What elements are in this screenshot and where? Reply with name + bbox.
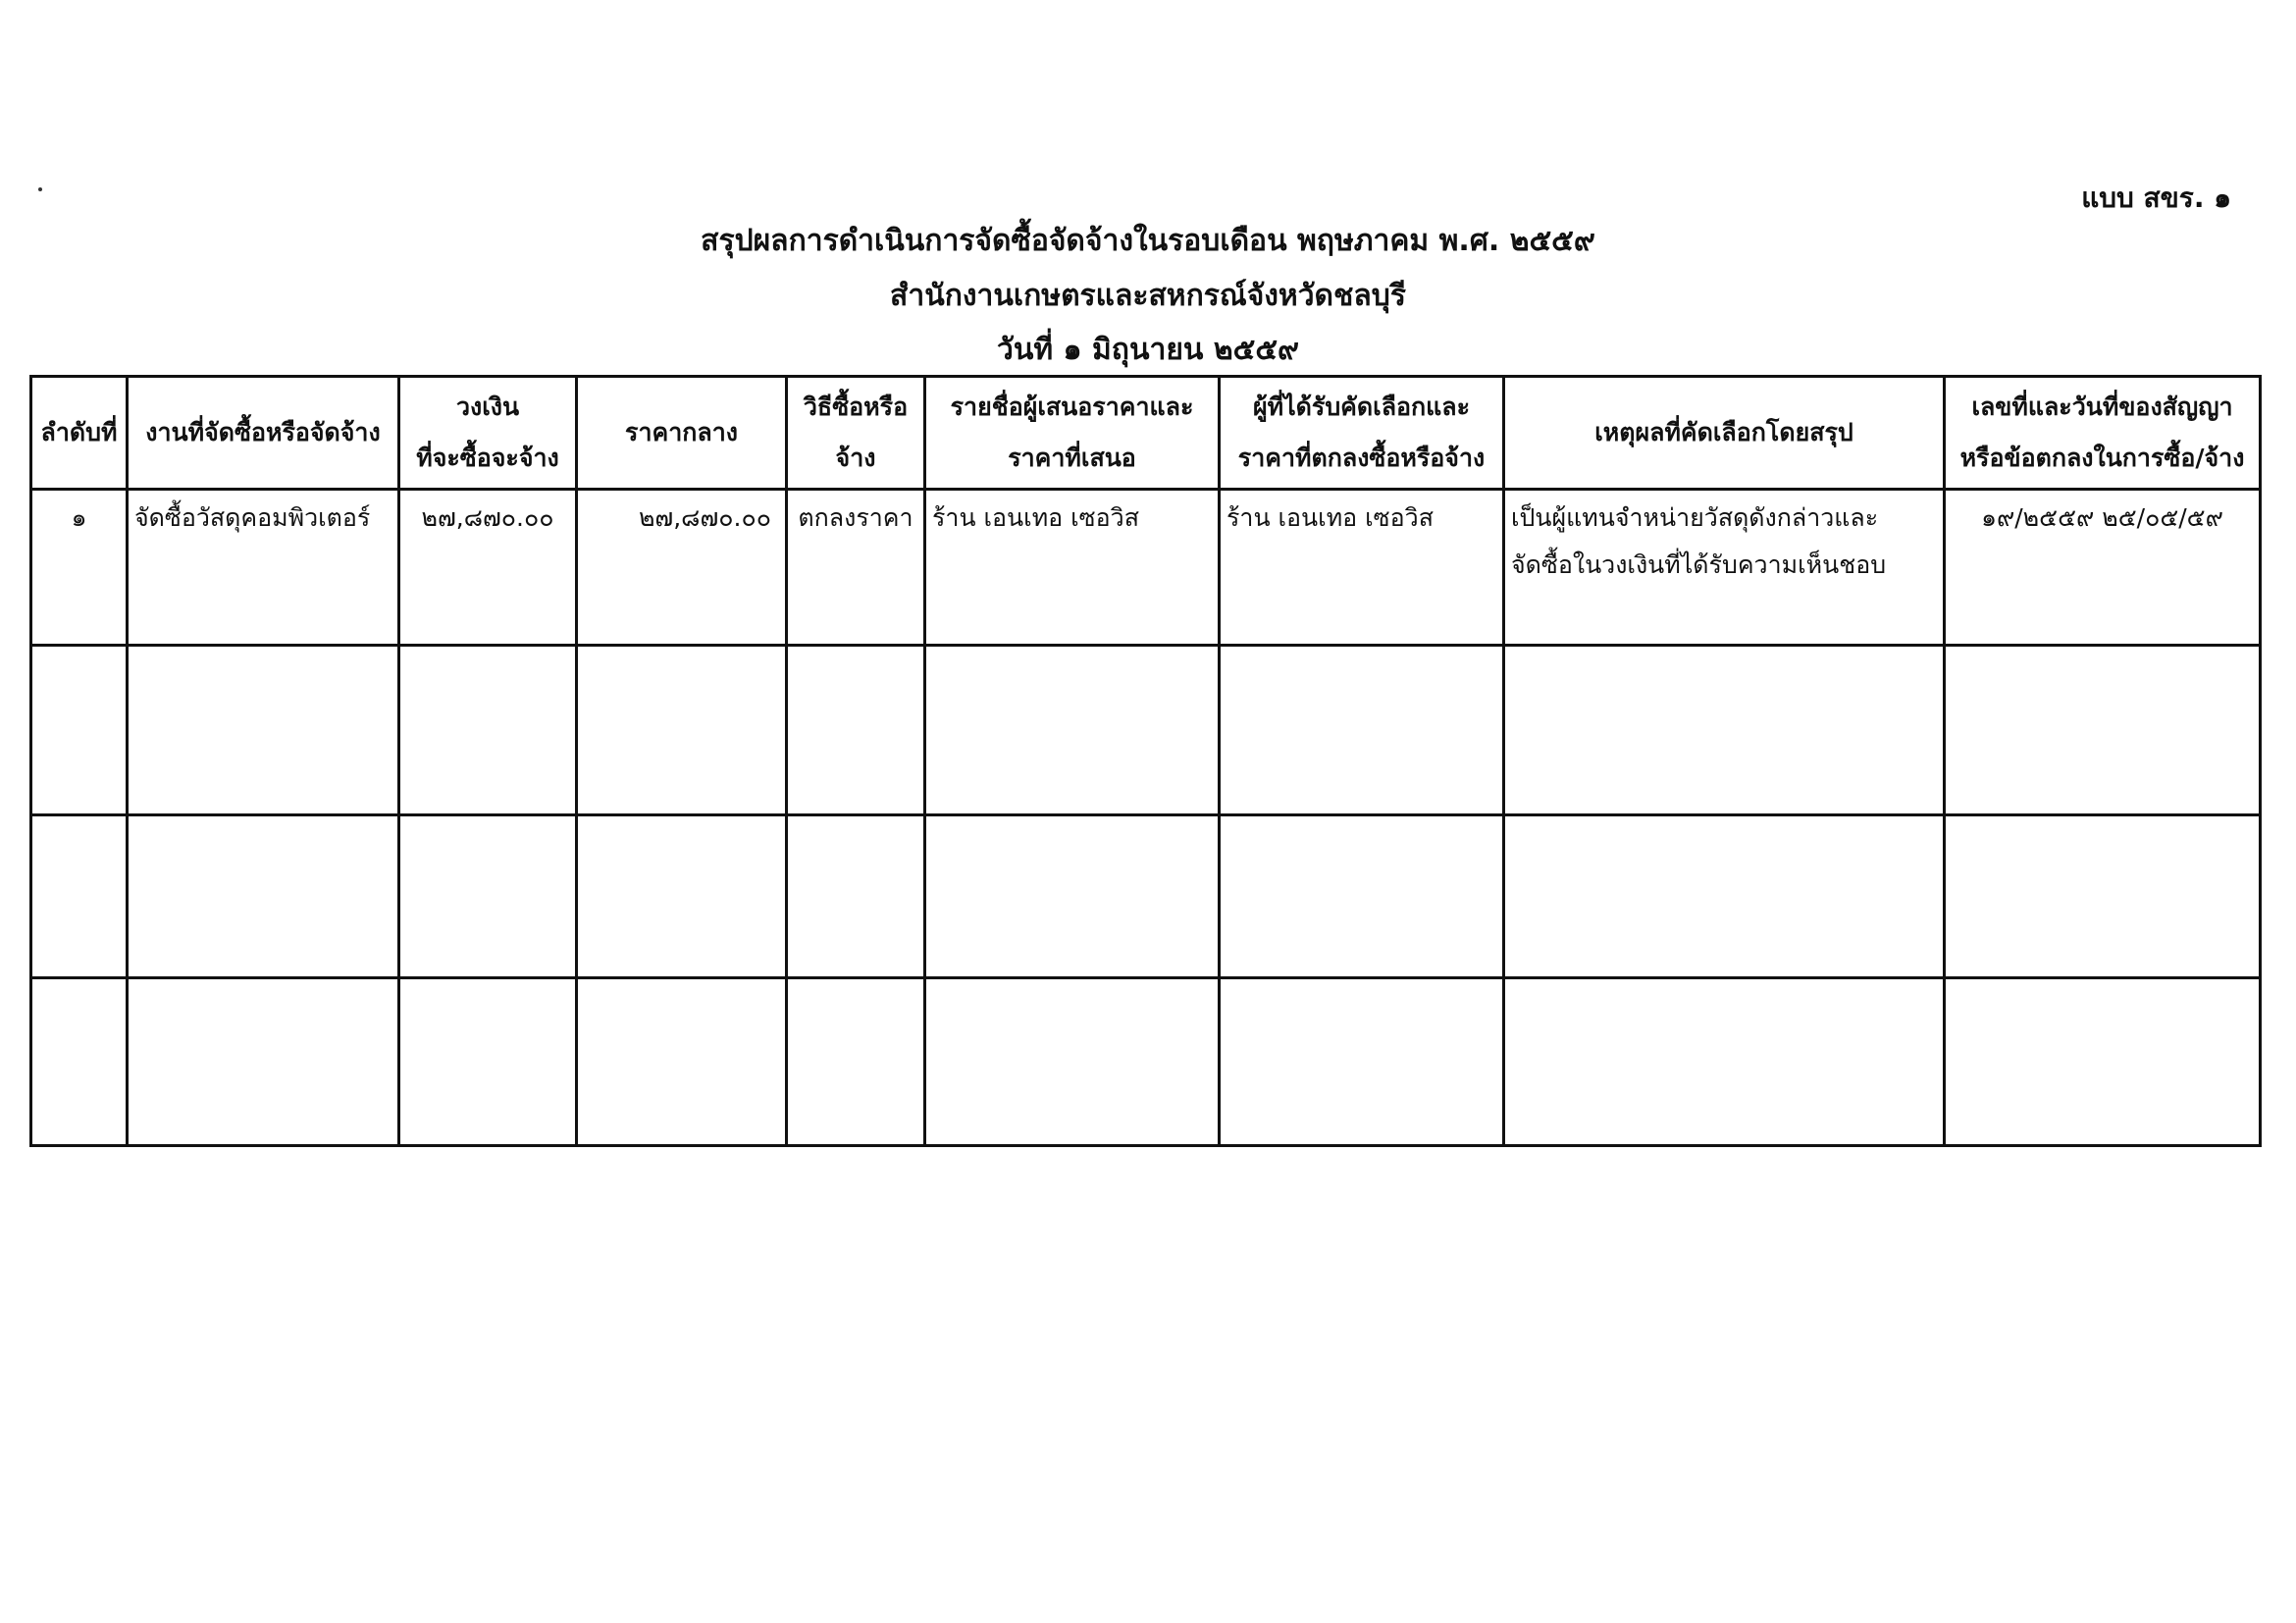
empty-cell [787, 646, 925, 815]
empty-cell [925, 646, 1220, 815]
empty-cell [1945, 646, 2261, 815]
header-budget [399, 377, 577, 490]
empty-cell [31, 815, 128, 978]
header-method-line2: จ้าง [835, 444, 876, 472]
empty-cell [1504, 646, 1945, 815]
header-median-price [577, 377, 787, 490]
procurement-table [29, 375, 2262, 1147]
cell-reason-line1: เป็นผู้แทนจำหน่ายวัสดุดังกล่าวและ [1511, 503, 1879, 532]
table-row-empty [31, 646, 2261, 815]
header-budget-line2: ที่จะซื้อจะจ้าง [416, 444, 559, 472]
empty-cell [128, 646, 399, 815]
empty-cell [787, 978, 925, 1146]
report-date [0, 325, 2296, 376]
report-title [0, 216, 2296, 267]
header-reason [1504, 377, 1945, 490]
scan-dot [38, 187, 42, 191]
office-name-line: สำนักงานเกษตรและสหกรณ์จังหวัดชลบุรี [890, 279, 1406, 313]
header-method [787, 377, 925, 490]
header-reason-label: เหตุผลที่คัดเลือกโดยสรุป [1594, 418, 1853, 446]
cell-winner: ร้าน เอนเทอ เซอวิส [1220, 490, 1504, 646]
header-seq [31, 377, 128, 490]
header-seq-label: ลำดับที่ [40, 418, 118, 446]
table-row-empty [31, 815, 2261, 978]
cell-median-price: ๒๗,๘๗๐.๐๐ [577, 490, 787, 646]
form-code: แบบ สขร. ๑ [2081, 182, 2231, 214]
cell-contract: ๑๙/๒๕๕๙ ๒๕/๐๕/๕๙ [1945, 490, 2261, 646]
empty-cell [128, 978, 399, 1146]
office-name [0, 271, 2296, 322]
cell-reason-line2: จัดซื้อในวงเงินที่ได้รับความเห็นชอบ [1511, 550, 1887, 579]
empty-cell [1220, 646, 1504, 815]
empty-cell [1945, 978, 2261, 1146]
table-header-row [31, 377, 2261, 490]
empty-cell [128, 815, 399, 978]
empty-cell [1945, 815, 2261, 978]
cell-reason [1504, 490, 1945, 646]
header-budget-line1: วงเงิน [455, 393, 520, 421]
empty-cell [577, 978, 787, 1146]
header-contract [1945, 377, 2261, 490]
header-winner-line2: ราคาที่ตกลงซื้อหรือจ้าง [1237, 444, 1486, 472]
empty-cell [399, 978, 577, 1146]
empty-cell [1504, 978, 1945, 1146]
header-work [128, 377, 399, 490]
table-row [31, 490, 2261, 646]
cell-method: ตกลงราคา [787, 490, 925, 646]
header-bidders-line2: ราคาที่เสนอ [1008, 444, 1136, 472]
table-row-empty [31, 978, 2261, 1146]
empty-cell [399, 646, 577, 815]
report-title-line: สรุปผลการดำเนินการจัดซื้อจัดจ้างในรอบเดือน พฤษภาคม พ.ศ. ๒๕๕๙ [701, 224, 1595, 258]
empty-cell [925, 978, 1220, 1146]
header-work-label: งานที่จัดซื้อหรือจัดจ้าง [145, 418, 381, 446]
header-winner-line1: ผู้ที่ได้รับคัดเลือกและ [1252, 393, 1471, 421]
header-bidders-line1: รายชื่อผู้เสนอราคาและ [950, 393, 1194, 421]
empty-cell [577, 815, 787, 978]
cell-budget: ๒๗,๘๗๐.๐๐ [399, 490, 577, 646]
empty-cell [1504, 815, 1945, 978]
header-median-price-label: ราคากลาง [625, 418, 738, 446]
empty-cell [31, 646, 128, 815]
header-bidders [925, 377, 1220, 490]
header-contract-line2: หรือข้อตกลงในการซื้อ/จ้าง [1959, 444, 2245, 472]
report-date-line: วันที่ ๑ มิถุนายน ๒๕๕๙ [996, 333, 1300, 367]
empty-cell [925, 815, 1220, 978]
empty-cell [1220, 978, 1504, 1146]
header-winner [1220, 377, 1504, 490]
cell-work: จัดซื้อวัสดุคอมพิวเตอร์ [128, 490, 399, 646]
cell-bidders: ร้าน เอนเทอ เซอวิส [925, 490, 1220, 646]
cell-seq: ๑ [31, 490, 128, 646]
empty-cell [1220, 815, 1504, 978]
empty-cell [577, 646, 787, 815]
empty-cell [399, 815, 577, 978]
header-contract-line1: เลขที่และวันที่ของสัญญา [1971, 393, 2233, 421]
header-method-line1: วิธีซื้อหรือ [803, 393, 909, 421]
empty-cell [31, 978, 128, 1146]
empty-cell [787, 815, 925, 978]
